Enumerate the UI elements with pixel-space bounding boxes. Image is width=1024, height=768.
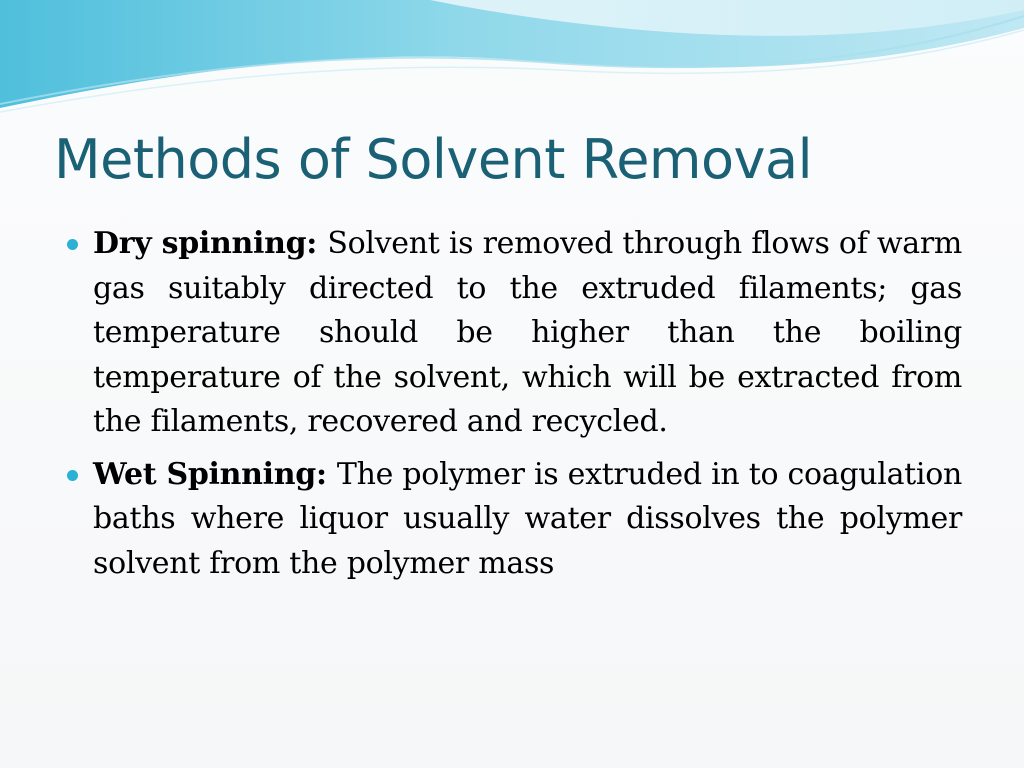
bullet-item-dry-spinning	[64, 222, 962, 445]
bullet-dot-icon	[67, 470, 78, 481]
bullet-dot-icon	[67, 239, 78, 250]
bullet-list	[64, 222, 962, 594]
bullet-item-wet-spinning	[64, 453, 962, 587]
bullet-text: Solvent is removed through flows of warm gas suitably directed to the extruded filaments; gas temperature should be higher than the boiling temperature of the solvent, which will be extracted from the filaments, recovered and recycled.	[93, 226, 963, 439]
bullet-term: Dry spinning:	[93, 226, 328, 261]
slide-title: Methods of Solvent Removal	[54, 128, 813, 191]
bullet-term: Wet Spinning:	[93, 456, 337, 492]
bullet-text: The polymer is extruded in to coagulation baths where liquor usually water dissolves the polymer solvent from the polymer mass	[93, 456, 962, 581]
decorative-wave-banner	[0, 0, 1024, 120]
